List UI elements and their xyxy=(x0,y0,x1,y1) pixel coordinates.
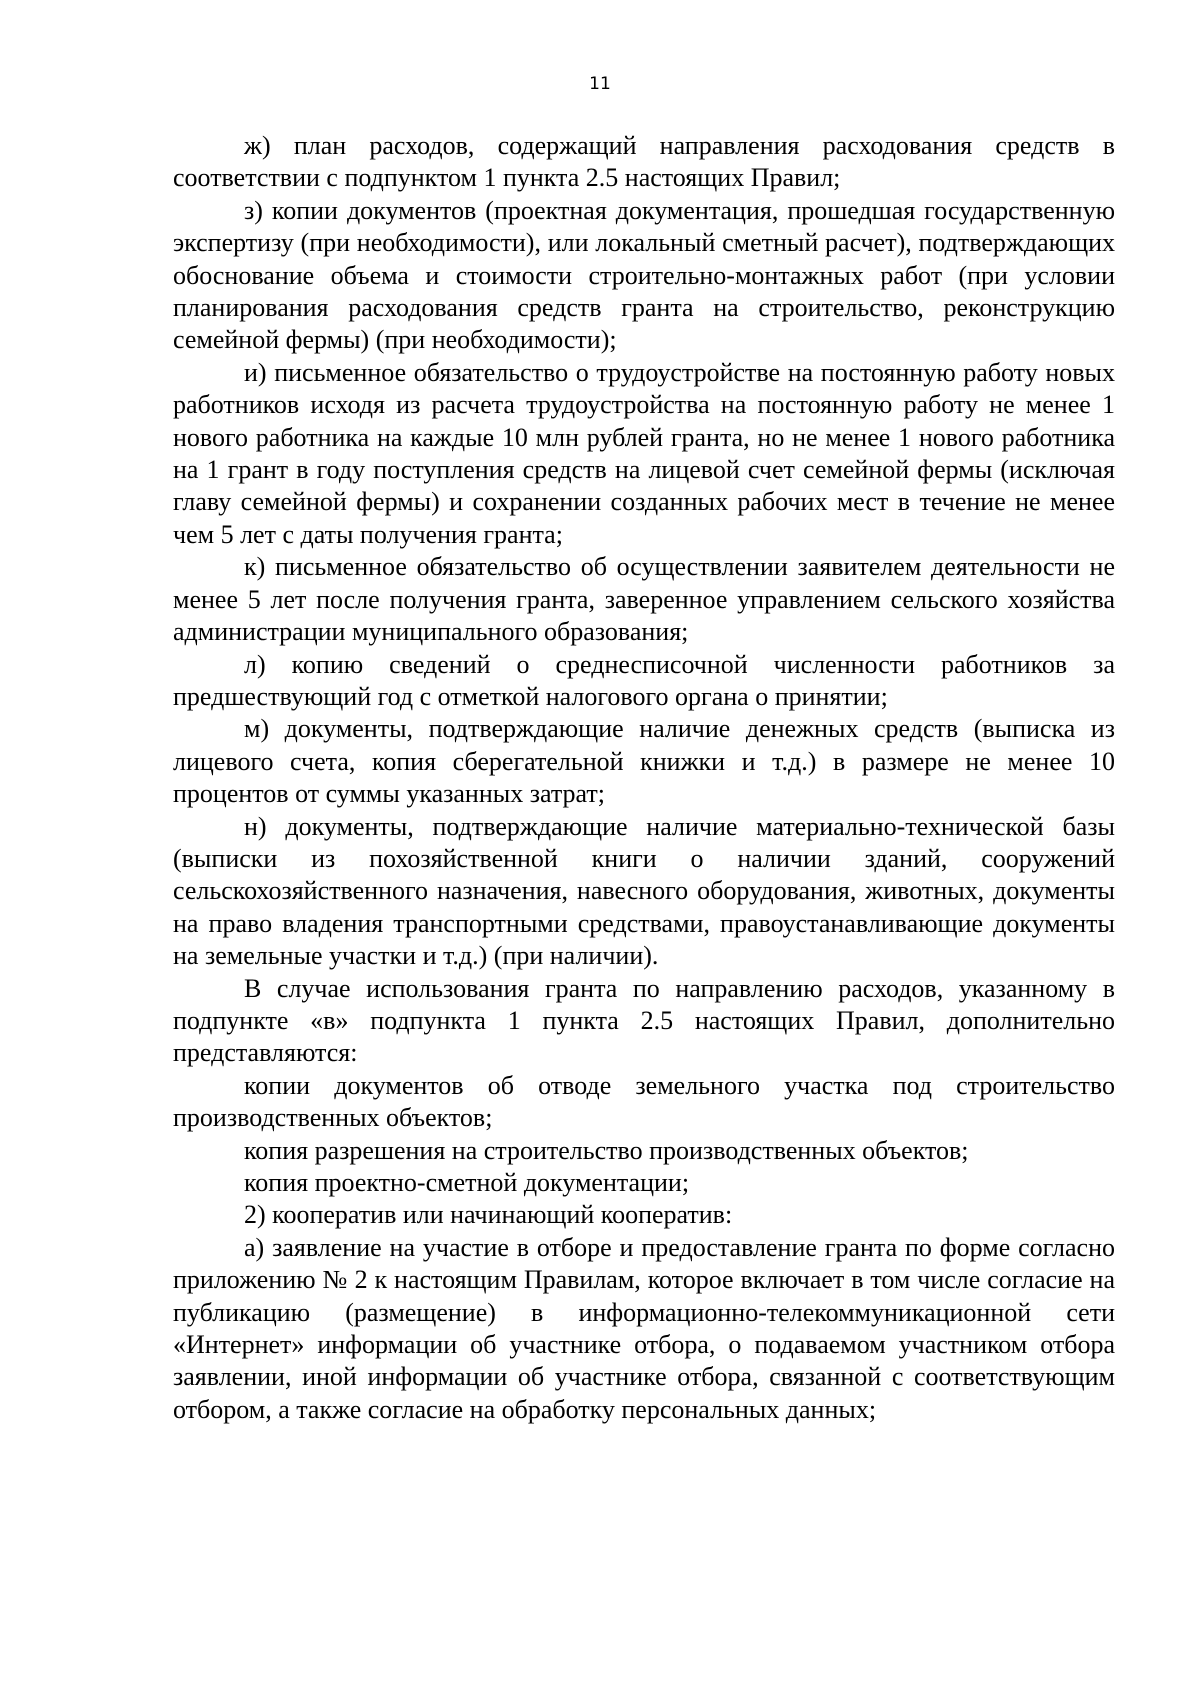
paragraph-n-material-base-documents: н) документы, подтверждающие наличие материально-технической базы (выписки из похозяйственной книги о наличии зданий, сооружений сельскохозяйственного назначения, навесного оборудования, животных, документы на право владения транспортными средствами, правоустанавливающие документы на земельные участки и т.д.) (при наличии). xyxy=(173,811,1115,971)
paragraph-2-cooperative: 2) кооператив или начинающий кооператив: xyxy=(244,1200,733,1230)
paragraph-additional-requirements: В случае использования гранта по направлению расходов, указанному в подпункте «в» подпункта 1 пункта 2.5 настоящих Правил, дополнительно представляются: xyxy=(173,973,1115,1068)
paragraph-a-application: а) заявление на участие в отборе и предоставление гранта по форме согласно приложению № 2 к настоящим Правилам, которое включает в том числе согласие на публикацию (размещение) в информационно-телекоммуникационной сети «Интернет» информации об участнике отбора, о подаваемом участником отбора заявлении, иной информации об участнике отбора, связанной с соответствующим отбором, а также согласие на обработку персональных данных; xyxy=(173,1232,1115,1424)
paragraph-zh-expense-plan: ж) план расходов, содержащий направления расходования средств в соответствии с подпунктом 1 пункта 2.5 настоящих Правил; xyxy=(173,131,1115,193)
paragraph-m-funds-documents: м) документы, подтверждающие наличие денежных средств (выписка из лицевого счета, копия сберегательной книжки и т.д.) в размере не менее 10 процентов от суммы указанных затрат; xyxy=(173,714,1115,809)
paragraph-l-headcount-info: л) копию сведений о среднесписочной численности работников за предшествующий год с отметкой налогового органа о принятии; xyxy=(173,649,1115,711)
paragraph-i-employment-obligation: и) письменное обязательство о трудоустройстве на постоянную работу новых работников исходя из расчета трудоустройства на постоянную работу не менее 1 нового работника на каждые 10 млн рублей гранта, но не менее 1 нового работника на 1 грант в году поступления средств на лицевой счет семейной фермы (исключая главу семейной фермы) и сохранении созданных рабочих мест в течение не менее чем 5 лет с даты получения гранта; xyxy=(173,357,1115,549)
paragraph-design-estimate-copy: копия проектно-сметной документации; xyxy=(244,1168,690,1197)
paragraph-land-allocation-copies: копии документов об отводе земельного участка под строительство производственных объектов; xyxy=(173,1070,1115,1133)
page-number: 11 xyxy=(589,74,611,94)
paragraph-k-activity-obligation: к) письменное обязательство об осуществлении заявителем деятельности не менее 5 лет после получения гранта, заверенное управлением сельского хозяйства администрации муниципального образования; xyxy=(173,552,1115,647)
document-body xyxy=(173,130,1115,1426)
paragraph-building-permit-copy: копия разрешения на строительство производственных объектов; xyxy=(244,1135,969,1165)
paragraph-z-project-documents: з) копии документов (проектная документация, прошедшая государственную экспертизу (при необходимости), или локальный сметный расчет), подтверждающих обоснование объема и стоимости строительно-монтажных работ (при условии планирования расходования средств гранта на строительство, реконструкцию семейной фермы) (при необходимости); xyxy=(173,195,1115,355)
